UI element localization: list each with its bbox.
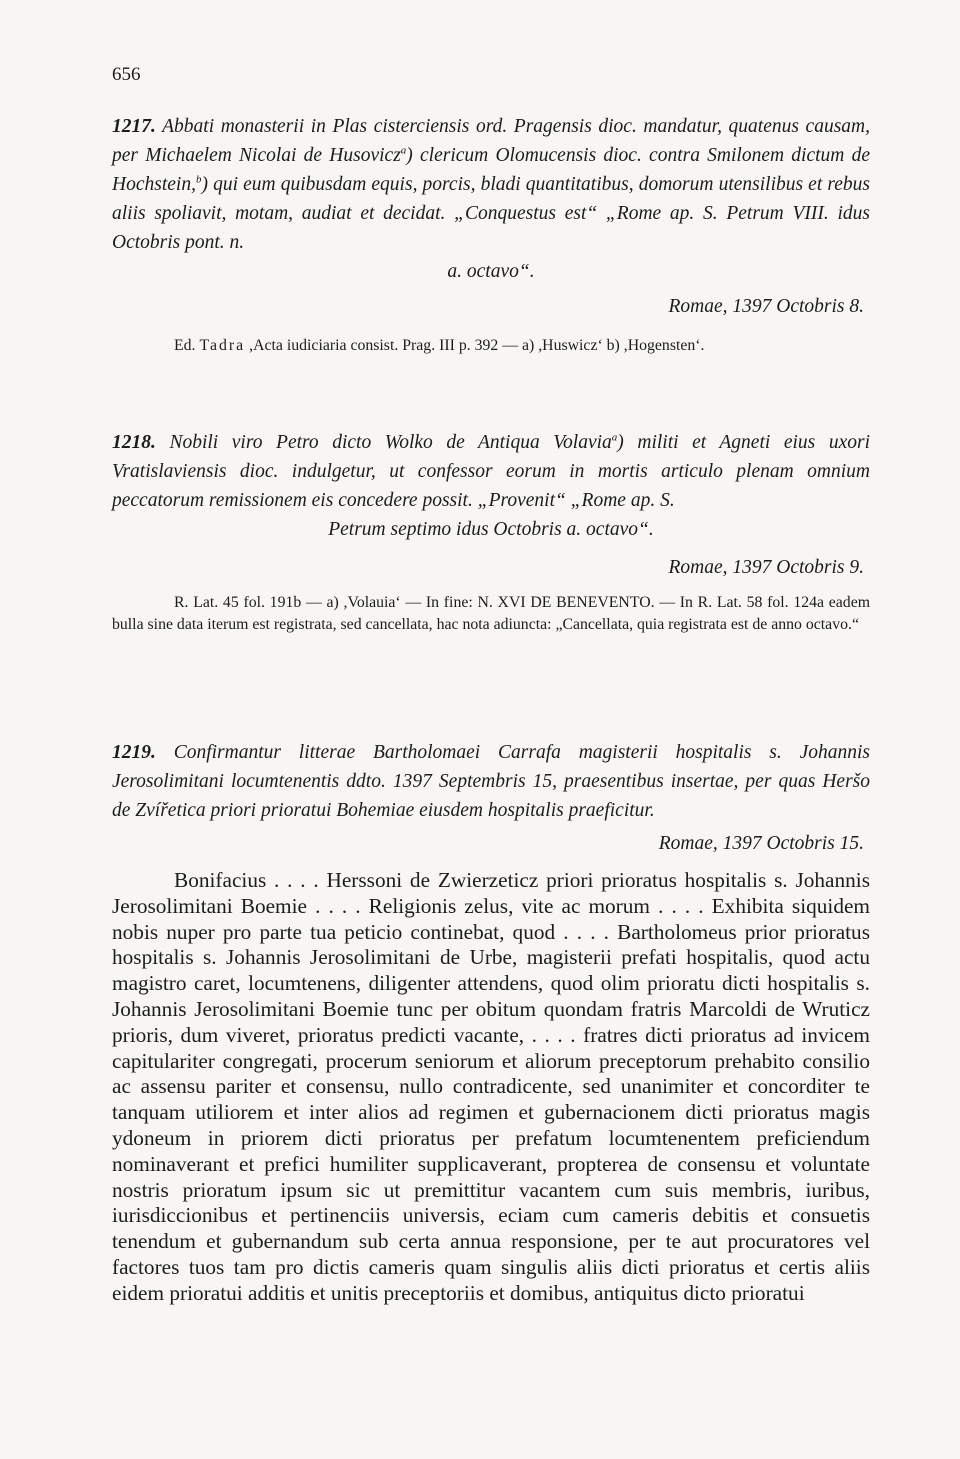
regest-1219-date: Romae, 1397 Octobris 15. bbox=[658, 833, 864, 854]
entry-number: 1218. bbox=[112, 432, 156, 453]
document-body bbox=[112, 868, 870, 1307]
page-number: 656 bbox=[112, 64, 141, 85]
entry-number: 1219. bbox=[112, 742, 156, 763]
entry-number: 1217. bbox=[112, 116, 156, 137]
regest-1217-summary: 1217. Abbati monasterii in Plas cisterciensis ord. Pragensis dioc. mandatur, quatenus causam, per Michaelem Nicolai de Husovicz$^a$) clericum Olomucensis dioc. contra Smilonem dictum de Hochstein,$^b$) qui eum quibusdam equis, porcis, bladi quantitatibus, domorum utensilibus et rebus aliis spoliavit, motam, audiat et decidat. „Conquestus est“ „Rome ap. S. Petrum VIII. idus Octobris pont. n. bbox=[112, 116, 870, 253]
regest-1218-date: Romae, 1397 Octobris 9. bbox=[668, 557, 864, 578]
regest-1217-date: Romae, 1397 Octobris 8. bbox=[668, 296, 864, 317]
regest-1218-tail: Petrum septimo idus Octobris a. octavo“. bbox=[328, 519, 654, 540]
regest-1217 bbox=[112, 112, 870, 357]
regest-1217-footnote: Ed. Tadra ,Acta iudiciaria consist. Prag. III p. 392 — a) ,Huswicz‘ b) ,Hogensten‘. bbox=[174, 337, 705, 354]
regest-1219 bbox=[112, 738, 870, 858]
regest-1217-tail: a. octavo“. bbox=[447, 261, 535, 282]
regest-1219-summary: 1219. Confirmantur litterae Bartholomaei Carrafa magisterii hospitalis s. Johannis Jerosolimitani locumtenentis ddto. 1397 Septembris 15, praesentibus insertae, per quas Heršo de Zvířetica priori prioratui Bohemiae eiusdem hospitalis praeficitur. bbox=[112, 742, 870, 821]
regest-1218-footnote: R. Lat. 45 fol. 191b — a) ,Volauia‘ — In fine: N. XVI DE BENEVENTO. — In R. Lat. 58 fol. 124a eadem bulla sine data iterum est registrata, sed cancellata, hac nota adiuncta: „Cancellata, quia registrata est de anno octavo.“ bbox=[112, 594, 870, 633]
body-paragraph: Bonifacius . . . . Herssoni de Zwierzeticz priori prioratus hospitalis s. Johannis Jerosolimitani Boemie . . . . Religionis zelus, vite ac morum . . . . Exhibita siquidem nobis nuper pro parte tua peticio continebat, quod . . . . Bartholomeus prior prioratus hospitalis s. Johannis Jerosolimitani de Urbe, magisterii prefati hospitalis, quod actu magistro caret, locumtenens, diligenter attendens, quod olim prioratu dicti hospitalis s. Johannis Jerosolimitani Boemie tunc per obitum quondam fratris Marcoldi de Wruticz prioris, dum viveret, prioratus predicti vacante, . . . . fratres dicti prioratus ad invicem capitulariter congregati, procerum seniorum et aliorum preceptorum prehabito consilio ac assensu pariter et consensu, nullo contradicente, sed unanimiter et concorditer te tanquam utiliorem et inter alios ad regimen et gubernacionem dicti prioratus magis ydoneum in priorem dicti prioratus per prefatum locumtenentem preficiendum nominaverant et prefici humiliter supplicaverant, propterea de consensu et voluntate nostris prioratum ipsum sic ut premittitur vacantem cum suis membris, iuribus, iurisdiccionibus et pertinenciis universis, eciam cum cameris debitis et consuetis tenendum et gubernandum sub certa annua responsione, per te aut procuratores vel factores tuos tam pro dictis cameris quam singulis aliis dicti prioratus et certis aliis eidem prioratui additis et unitis preceptoriis et domibus, antiquitus dicto prioratui bbox=[112, 868, 870, 1305]
regest-1218 bbox=[112, 428, 870, 636]
regest-1218-summary: 1218. Nobili viro Petro dicto Wolko de Antiqua Volavia$^a$) militi et Agneti eius uxori Vratislaviensis dioc. indulgetur, ut confessor eorum in mortis articulo plenam omnium peccatorum remissionem eis concedere possit. „Provenit“ „Rome ap. S. bbox=[112, 431, 870, 511]
